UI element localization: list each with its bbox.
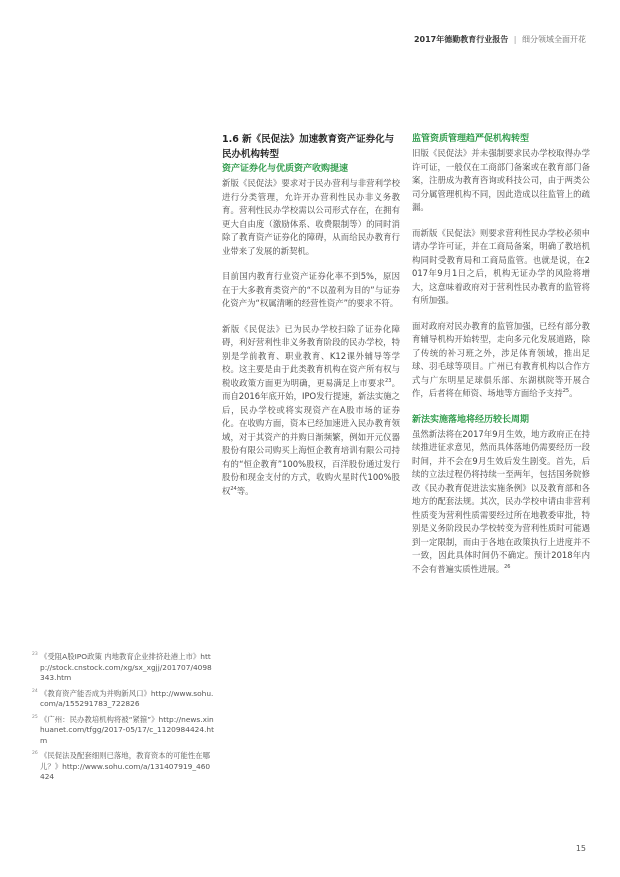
footnote-item xyxy=(34,751,214,783)
header-separator: | xyxy=(513,35,517,44)
footnote-number: 25 xyxy=(32,714,38,720)
footnote-ref: 24 xyxy=(230,485,237,492)
left-paragraphs xyxy=(222,177,400,498)
subheading-implementation: 新法实施落地将经历较长周期 xyxy=(412,414,530,425)
footnote-ref: 26 xyxy=(504,563,511,570)
left-paragraph: 目前国内教育行业资产证券化率不到5%，原因在于大多教育类资产的“不以盈利为目的”与证券化资产为“权属清晰的经营性资产”的要求不符。 xyxy=(222,271,400,308)
footnote-text: 《广州：民办教培机构将被“紧箍”》http://news.xinhuanet.com/tfgg/2017-05/17/c_1120984424.htm xyxy=(40,714,214,745)
footnotes xyxy=(34,652,214,788)
footnote-text: 《教育资产能否成为并购新风口》http://www.sohu.com/a/155291783_722826 xyxy=(40,688,214,708)
right-paragraphs-2 xyxy=(412,428,590,577)
left-column xyxy=(222,132,400,510)
page-number: 15 xyxy=(575,844,586,853)
footnote-number: 23 xyxy=(32,652,38,657)
footnote-item xyxy=(34,689,214,710)
footnote-number: 24 xyxy=(32,688,38,694)
right-paragraphs-1 xyxy=(412,147,590,401)
right-paragraph: 而新版《民促法》则要求营利性民办学校必须申请办学许可证，并在工商局备案，明确了教培机构同时受教育局和工商局监管。也就是说，在2017年9月1日之后，机构无证办学的风险将增大，这意味着政府对于营利性民办教育的监管将有所加强。 xyxy=(412,227,590,305)
footnote-text: 《民促法及配套细则已落地，教育资本的可能性在哪儿？》http://www.sohu.com/a/131407919_460424 xyxy=(40,751,211,781)
subheading-regulation: 监管资质管理趋严促机构转型 xyxy=(412,134,530,144)
footnote-ref: 25 xyxy=(562,388,570,395)
footnote-number: 26 xyxy=(32,751,38,756)
report-title: 2017年德勤教育行业报告 xyxy=(413,35,509,44)
right-paragraph: 面对政府对民办教育的监管加强，已经有部分教育辅导机构开始转型，走向多元化发展道路，除了传统的补习班之外，涉足体育领域，推出足球、羽毛球等项目。广州已有教育机构以合作方式与广东明星足球俱乐部、东湖棋院等开展合作，后者将在师资、场地等方面给予支持$^{25}$。 xyxy=(412,320,590,398)
footnote-text: 《受阻A股IPO政策 内地教育企业排挤赴港上市》http://stock.cnstock.com/xg/sx_xgjj/201707/4098343.htm xyxy=(40,652,212,682)
page-header xyxy=(414,34,586,45)
right-paragraph: 旧版《民促法》并未强制要求民办学校取得办学许可证，一般仅在工商部门备案或在教育部门备案，注册成为教育咨询或科技公司，由于两类公司分属管理机构不同，因此造成以往监管上的疏漏。 xyxy=(412,148,590,212)
footnote-item xyxy=(34,652,214,684)
left-paragraph: 新版《民促法》已为民办学校扫除了证券化障碍，利好营利性非义务教育阶段的民办学校，特别是学前教育、职业教育、K12课外辅导等学校。这主要是由于此类教育机构在资产所有权与税收政策方面更为明确，更易满足上市要求$^{23}$。而自2016年底开始，IPO发行提速，新法实施之后，民办学校或将实现资产在A股市场的证券化。在收购方面，资本已经加速进入民办教育领域，对于其资产的并购日渐频繁，例如开元仪器股份有限公司购买上海恒企教育培训有限公司持有的“恒企教育”100%股权，百洋股份通过发行股份和现金支付的方式，收购火星时代100%股权$^{24}$等。 xyxy=(222,323,401,496)
right-paragraph: 虽然新法将在2017年9月生效，地方政府正在持续推进征求意见，然而具体落地仍需要经历一段时间，并不会在9月生效后发生剧变。首先，后续的立法过程仍将持续一至两年，包括国务院修改《民办教育促进法实施条例》以及教育部和各地方的配套法规。其次，民办学校申请由非营利性质变为营利性质需要经过所在地教委审批，特别是义务阶段民办学校转变为营利性质时可能遇到一定限制，而由于各地在政策执行上进度并不一致，因此具体时间仍不确定。预计2018年内不会有普遍实质性进展。$^{26}$ xyxy=(412,428,590,574)
left-paragraph: 新版《民促法》要求对于民办营利与非营利学校进行分类管理，允许开办营利性民办非义务教育。营利性民办学校需以公司形式存在，在拥有更大自由度（激励体系、收费限制等）的同时消除了教育资产证券化的障碍，从而给民办教育行业带来了发展的新契机。 xyxy=(222,178,400,256)
footnote-item xyxy=(34,715,214,747)
section-title: 1.6 新《民促法》加速教育资产证券化与民办机构转型 xyxy=(222,134,395,160)
subheading-securitization: 资产证券化与优质资产收购提速 xyxy=(222,164,349,174)
report-subtitle: 细分领域全面开花 xyxy=(522,35,586,44)
right-column xyxy=(412,132,590,588)
footnote-ref: 23 xyxy=(385,377,392,384)
